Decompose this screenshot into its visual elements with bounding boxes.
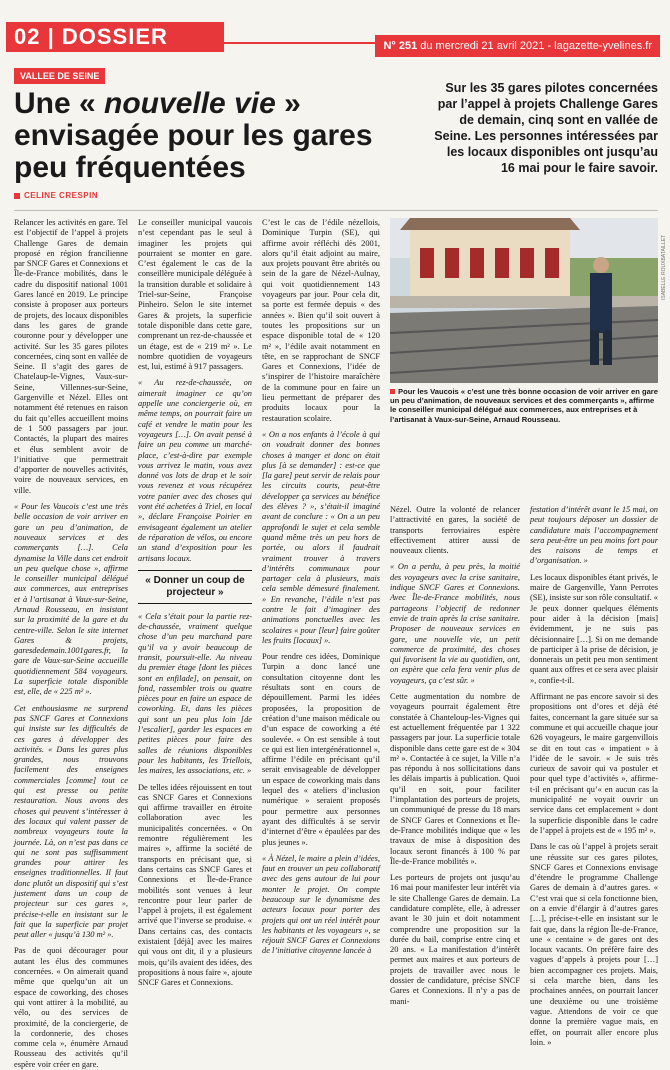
paragraph: Le conseiller municipal vaucois n’est cependant pas le seul à imaginer les projets qui pourraient se monter en gare. C’est également le cas de la conseillère municipale déléguée à la transition durable et solidaire à Triel-sur-Seine, Françoise Pinheiro. Selon le site internet Gares & projets, la superficie totale disponible dans cette gare, comprenant un rez-de-chaussée et un étage, est de « 219 m² ». Le nombre quotidien de voyageurs est, lui, estimé à 917 passagers. xyxy=(138,218,252,372)
station-photo xyxy=(390,218,658,383)
lede: Sur les 35 gares pilotes concernées par l’appel à projets Challenge Gares de demain, cinq sont en vallée de Seine. Les personnes intéressées par les locaux disponibles ont jusqu’au 16 mai pour le faire savoir. xyxy=(434,81,658,175)
divider xyxy=(14,210,658,211)
paragraph: Les locaux disponibles étant privés, le maire de Gargenville, Yann Perrotes (SE), insiste sur son rôle consultatif. « Je peux donner quelques éléments pour aider à la décision [mais] évidemment, je ne suis pas décisionnaire […]. Si on me demande de participer à la prise de décision, je donnerais un petit peu mon sentiment quant aux offres et ce sera avec plaisir », confie-t-il. xyxy=(530,572,658,685)
byline xyxy=(14,191,98,200)
paragraph: Nézel. Outre la volonté de relancer l’attractivité en gares, la société de transports ferroviaires espère effectivement attirer aussi de nouveaux clients. xyxy=(390,505,520,556)
paragraph: Dans le cas où l’appel à projets serait une réussite sur ces gares pilotes, SNCF Gares et Connexions envisage d’étendre le programme Challenge Gares de demain à d’autres gares. « C’est vrai que si cela fonctionne bien, on a envie d’élargir à d’autres gares […], précise-t-elle en insistant sur le fait que, dans la région Île-de-France, une « centaine » de gares ont des locaux vacants. On préfère faire des vagues d’appels à projets pour […] bien accompagner ces projets. Mais, si cela marche bien, dans les prochaines années, on pourrait lancer une deuxième ou une troisième vague. Attendons de voir ce que donne la première vague mais, en effet, on pourrait aller encore plus loin. » xyxy=(530,842,658,1047)
paragraph: Pas de quoi décourager pour autant les élus des communes concernées. « On aimerait quand même que quelqu’un ait un espace de coworking, des choses qui vont attirer à la mobilité, au vélo, ou des services de proximité, de la conciergerie, de la cordonnerie, des choses comme cela », énumère Arnaud Rousseau des activités qu’il espère voir créer en gare. xyxy=(14,946,128,1069)
paragraph: « Au rez-de-chaussée, on aimerait imaginer ce qu’on appelle une conciergerie où, en même temps, on pourrait faire un café et vendre le matin pour les voyageurs […]. On avait pensé à faire un peu comme un marché-place, c’est-à-dire par exemple vous arrivez le matin, vous avez donné vos lots de drap et le soir vous revenez et vous récupérez votre panier avec des choses qui vont été achetées à Triel, en local », déclare Françoise Poirier en envisageant également un atelier de réparation de vélos, ou encore un stand d’exposition pour les artisans locaux. xyxy=(138,378,252,563)
paragraph: Cet enthousiasme ne surprend pas SNCF Gares et Connexions qui insiste sur les difficultés de ces gares à développer des activités. « Dans les gares plus grandes, nous trouvons facilement des enseignes commerciales [comme] tout ce qui est presse ou petite restauration. Nous avons des choses qui peuvent s’intéresser à des locaux qui valent passer de nombreux voyageurs toute la journée. Là, on n’est pas dans ce qui ne sont pas suffisamment grandes pour attirer les enseignes traditionnelles. Il faut donc plutôt un dispositif qui s’est justement dans un coup de projecteur sur ces gares », précise-t-elle en insistant sur le fait que la superficie par projet peut aller « jusqu’à 130 m² ». xyxy=(14,703,128,940)
headline-start: Une « xyxy=(14,87,105,120)
paragraph: Relancer les activités en gare. Tel est l’objectif de l’appel à projets Challenge Gares de demain proposé en région francilienne par SNCF Gares et Connexions et Île-de-France mobilités, dans le cadre du dispositif national 1001 Gares lancé en 2019. Le principe consiste à proposer aux porteurs de projets, des locaux disponibles dans les gares de grande couronne pour y développer une activité. Sur les 35 gares pilotes concernées, cinq sont en vallée de Seine. Il s’agit des gares de Chatelaup-le-Vignes, Vaux-sur-Seine, Villennes-sur-Seine, Gargenville et Nézel. Elles ont notamment été retenues en raison du fait qu’elles accueillent moins de 1 500 passagers par jour. Contactés, la plupart des maires et élus semblent avoir de l’initiative que permettrait d’apporter de nouvelles activités, voire de nouveaux services, en ville. xyxy=(14,218,128,495)
article-column-4 xyxy=(390,505,520,1006)
paragraph: Affirmant ne pas encore savoir si des propositions ont d’ores et déjà été faites, concernant la gare située sur sa commune et qui accueille chaque jour 626 voyageurs, le maire gargenvillois se dit en tout cas « impatient » à l’idée de le savoir. « Je suis très curieux de savoir qui va postuler et pour quel type d’activités », affirme-t-il en précisant qu’« en aucun cas la municipalité ne voyait ouvrir un service dans cet emplacement » dont la superficie disponible dans le cadre de l’appel à projets est de « 195 m² ». xyxy=(530,692,658,835)
byline-author: CELINE CRESPIN xyxy=(24,191,99,200)
paragraph: De telles idées réjouissent en tout cas SNCF Gares et Connexions qui affirme travailler en étroite collaboration avec les municipalités concernées. « On remontre régulièrement les maires », affirme la société de transports en précisant que, si dans certains cas SNCF Gares et Connexions et Île-de-France mobilités sont venues à leur rencontre pour leur parler de l’appel à projets, il est également arrivé que l’inverse se produise. « Dans certains cas, des contacts existaient [déjà] avec les maires qui vous ont dit, il y a plusieurs mois, qu’ils avaient des idées, des propositions à nous faire », ajoute SNCF Gares et Connexions. xyxy=(138,782,252,988)
issue-info xyxy=(375,35,660,57)
issue-date: du mercredi 21 avril 2021 - lagazette-yvelines.fr xyxy=(420,40,652,52)
article-column-5 xyxy=(530,505,658,1047)
headline xyxy=(14,88,434,184)
paragraph: « On a perdu, à peu près, la moitié des voyageurs avec la crise sanitaire, indique SNCF Gares et Connexions. Avec Île-de-France mobilités, nous partageons l’objectif de redonner envie de train après la crise sanitaire. Proposer de nouveaux services en gare, une nouvelle vie, un petit commerce de proximité, des choses qui favorisent la vie au quotidien, ont, on espère que cela fera venir plus de voyageurs, ça c’est sûr. » xyxy=(390,562,520,685)
photo-credit: ISABELLE ROUXBATAILLET xyxy=(661,234,667,300)
paragraph: « On a nos enfants à l’école à qui on voudrait donner des bonnes choses à manger et donc on était plus [à se demander] : est-ce que [la gare] peut servir de relais pour les circuits courts, peut-être développer ça services au bénéfice des élèves ? », s’était-il imaginé avant de conclure : « On a un peu approfondi le sujet et cela semble quand même très un peu hors de portée, ou alors il faudrait vraiment trouver à travers d’intérêts communaux pour partager cela à plusieurs, mais cela semble démesuré finalement. » En revanche, l’édile n’est pas contre le fait d’imaginer des animations ponctuelles avec les scolaires « pour [leur] faire goûter les fruits [locaux] ». xyxy=(262,429,380,645)
section-name: DOSSIER xyxy=(61,24,168,49)
issue-number: N° 251 xyxy=(383,40,418,52)
paragraph: Les porteurs de projets ont jusqu’au 16 mai pour manifester leur intérêt via le site Challenge Gares de demain. La candidature complète, elle, à adresser avant le 30 juin et doit notamment comprendre une proposition sur la durée du bail, comprise entre cinq et 20 ans. « La manifestation d’intérêt permet aux maires et aux porteurs de projets de travailler avec nous le dossier de candidature, précise SNCF Gares et Connexions. Il n’y a pas de mani- xyxy=(390,873,520,1006)
headline-end: » envisagée pour les gares peu fréquentées xyxy=(14,87,373,184)
interheading: « Donner un coup de projecteur » xyxy=(138,570,252,604)
paragraph: « À Nézel, le maire a plein d’idées, faut en trouver un peu collaboratif avec des gens autour de lui pour monter le projet. On compte beaucoup sur le dynamisme des acteurs locaux pour porter des projets qui ont un réel intérêt pour les habitants et les voyageurs », se réjouit SNCF Gares et Connexions de l’initiative citoyenne lancée à xyxy=(262,853,380,956)
kicker: VALLEE DE SEINE xyxy=(14,68,105,84)
byline-square-icon xyxy=(14,193,20,199)
caption-square-icon xyxy=(390,389,395,394)
paragraph: « Pour les Vaucois c’est une très belle occasion de voir arriver en gare un peu d’animation, de nouveaux services et des commerçants […]. Cela dynamise la Ville dans cet endroit un peu quelque chose », affirme le conseiller municipal délégué aux commerces, aux entreprises et à l’artisanat à Vaux-sur-Seine, Arnaud Rousseau, en insistant sur la proximité de la gare et du centre-ville. Selon le site internet Gares & projets, garesdedemain.1001gares.fr, la gare de Vaux-sur-Seine accueille quotidiennement 584 voyageurs. La superficie totale disponible est, elle, de « 225 m² ». xyxy=(14,502,128,697)
caption-text: Pour les Vaucois « c’est une très bonne occasion de voir arriver en gare un peu d’animation, de nouveaux services et des commerçants », affirme le conseiller municipal délégué aux commerces, aux entreprises et à l’artisanat à Vaux-sur-Seine, Arnaud Rousseau. xyxy=(390,387,658,424)
page-header xyxy=(0,0,670,58)
headline-italic: nouvelle vie xyxy=(104,87,276,120)
article-column-3 xyxy=(262,218,380,956)
paragraph: festation d’intérêt avant le 15 mai, on peut toujours déposer un dossier de candidature mais l’accompagnement sera peut-être un peu moins fort pour des raisons de temps et d’organisation. » xyxy=(530,505,658,566)
paragraph: « Cela s’était pour la partie rez-de-chaussée, vraiment quelque chose d’un peu marchand pare qu’il va y avoir beaucoup de transit, poursuit-elle. Au niveau du premier étage [dont les pièces sont en enfilade], on pensait, on fond, rassembler trois ou quatre pièces pour en faire un espace de coworking. Et, dans les pièces qui sont un peu plus loin [de l’escalier], garder les espaces en petites pièces pour faire des salles de réunions disponibles pour les habitants, les Triellois, les maires, les associations, etc. » xyxy=(138,611,252,776)
paragraph: Cette augmentation du nombre de voyageurs pourrait également être constatée à Chanteloup-les-Vignes qui est actuellement fréquentée par 1 322 passagers par jour. La superficie totale disponible dans cette gare est de « 304 m² ». Contactée à ce sujet, la Ville n’a pas répondu à nos sollicitations dans les délais impartis à publication. Quoi qu’il en soit, pour faciliter l’implantation des porteurs de projets, un communiqué de presse du 18 mars de SNCF Gares et Connexions et Île-de-France mobilités indique que « les travaux de mise à disposition des locaux seront financés à 100 % par Île-de-France mobilités ». xyxy=(390,692,520,866)
article-column-2 xyxy=(138,218,252,988)
section-number: 02 xyxy=(14,24,41,49)
station-photo-illustration xyxy=(390,218,658,383)
section-label: 02 | DOSSIER xyxy=(6,22,224,52)
photo-caption xyxy=(390,387,658,424)
paragraph: Pour rendre ces idées, Dominique Turpin a donc lancé une consultation citoyenne dont les résultats sont en cours de dépouillement. Parmi les idées proposées, la proposition de création d’une maison médicale ou d’un espace de coworking a été soulevée. « On est sensible à tout ce qui est lien intergénérationnel », affirme l’édile en précisant qu’il serait envisageable de développer un espace de coworking mais dans lequel des « ateliers d’inclusion numérique » seraient proposés pour permettre aux personnes ayant des difficultés à se servir d’internet d’être « épaulées par des plus jeunes ». xyxy=(262,652,380,847)
paragraph: C’est le cas de l’édile nézellois, Dominique Turpin (SE), qui affirme avoir réfléchi dès 2001, alors qu’il était adjoint au maire, aux projets pouvant être abrités ou sein de la gare de Nézel-Aulnay, qui voit quotidiennement 143 voyageurs par jour. Pour cela dit, sa porte est fermée depuis « des années ». Bien qu’il soit ouvert à toutes les propositions sur un espace disponible total de « 120 m² », l’édile avait notamment en tête, en se rapprochant de SNCF Gares et Connexions, l’idée de s’inspirer de l’histoire maraîchère de la commune pour en faire un lieu permettant de préparer des produits locaux pour la restauration scolaire. xyxy=(262,218,380,423)
article-column-1 xyxy=(14,218,128,1069)
